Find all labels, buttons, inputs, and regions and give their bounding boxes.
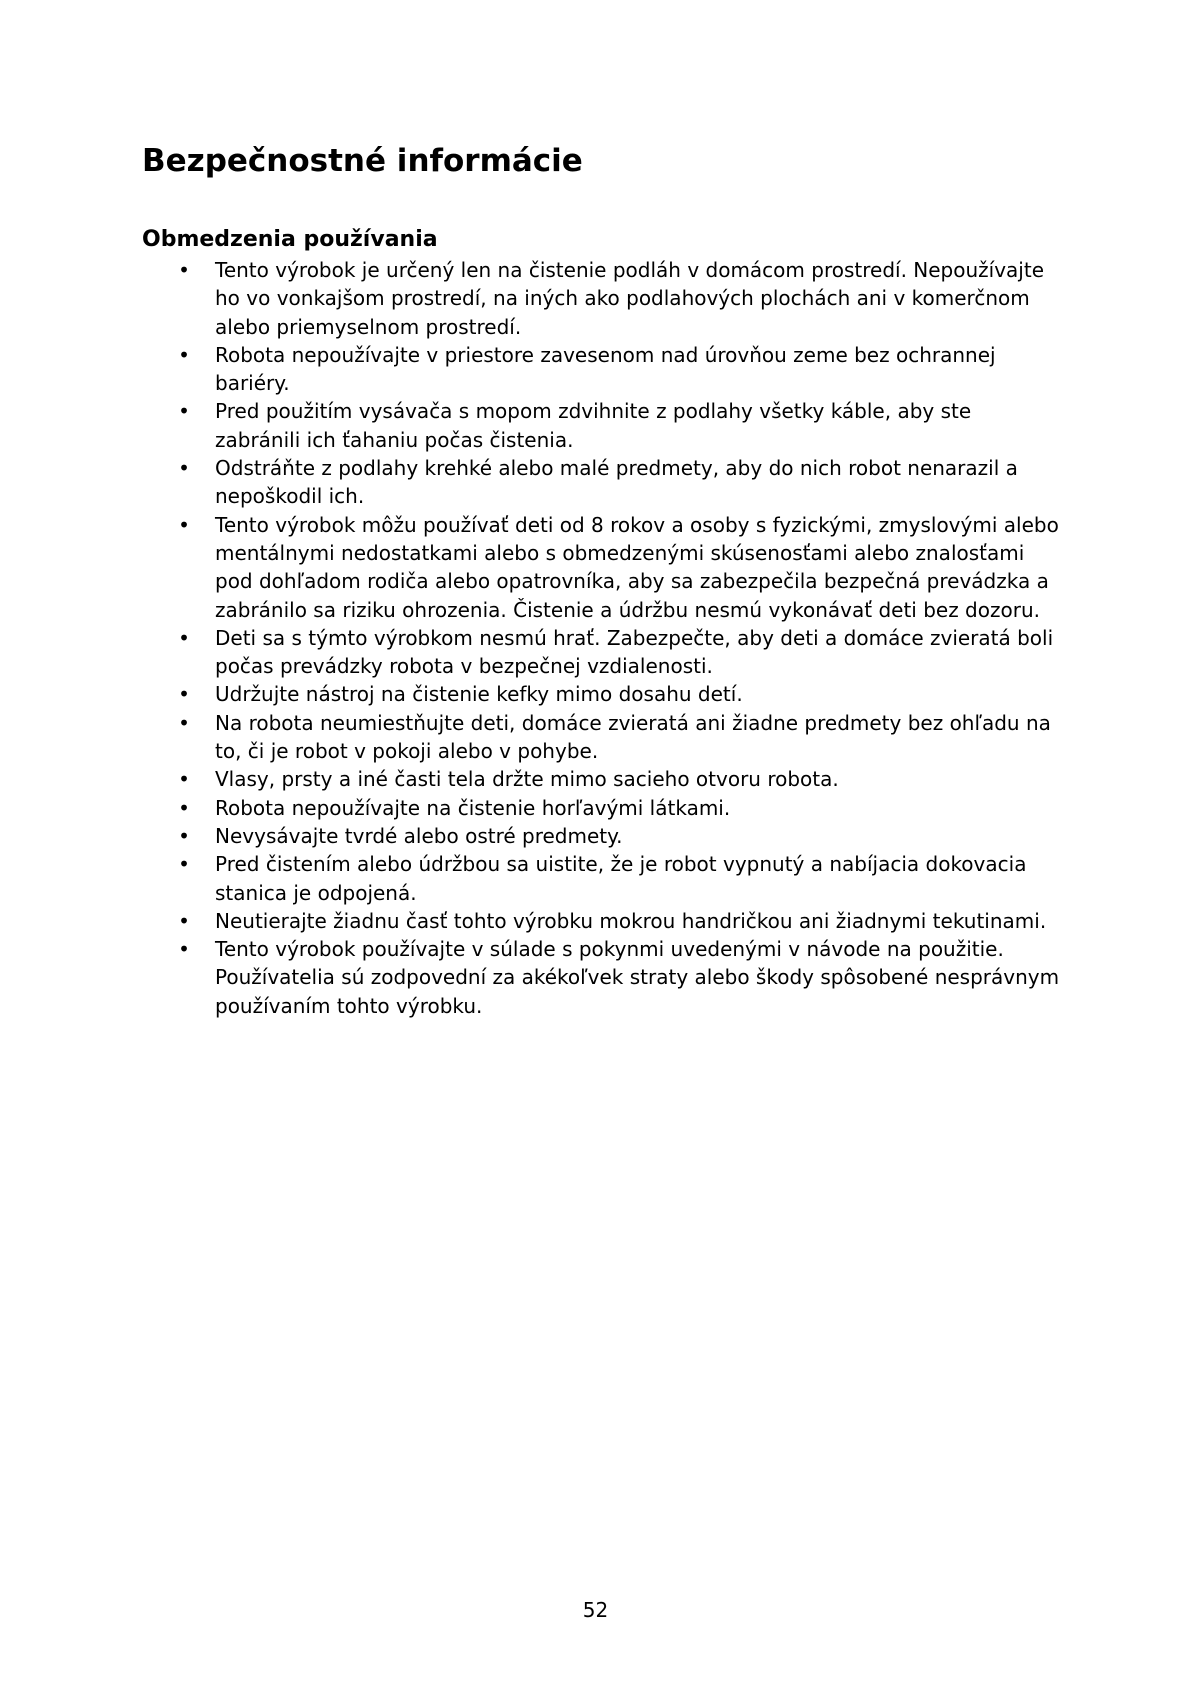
bullet-icon: • bbox=[178, 456, 190, 481]
list-item bbox=[142, 907, 1062, 935]
list-item bbox=[142, 341, 1062, 398]
list-item-text: Pred čistením alebo údržbou sa uistite, že je robot vypnutý a nabíjacia dokovacia stanica je odpojená. bbox=[215, 852, 1027, 905]
list-item bbox=[142, 256, 1062, 341]
page-number: 52 bbox=[582, 1598, 609, 1622]
list-item-text: Deti sa s týmto výrobkom nesmú hrať. Zabezpečte, aby deti a domáce zvieratá boli počas prevádzky robota v bezpečnej vzdialenosti. bbox=[215, 625, 1054, 679]
list-item-text: Robota nepoužívajte v priestore zavesenom nad úrovňou zeme bez ochrannej bariéry. bbox=[215, 342, 996, 396]
bullet-icon: • bbox=[178, 795, 190, 820]
list-item-text: Tento výrobok používajte v súlade s pokynmi uvedenými v návode na použitie. Používatelia sú zodpovední za akékoľvek straty alebo škody spôsobené nesprávnym používaním tohto výrobku. bbox=[215, 937, 1060, 1018]
list-item-text: Tento výrobok môžu používať deti od 8 rokov a osoby s fyzickými, zmyslovými alebo mentálnymi nedostatkami alebo s obmedzenými skúsenosťami alebo znalosťami pod dohľadom rodiča alebo opatrovníka, aby sa zabezpečila bezpečná prevádzka a zabránilo sa riziku ohrozenia. Čistenie a údržbu nesmú vykonávať deti bez dozoru. bbox=[215, 512, 1059, 622]
bullet-icon: • bbox=[178, 512, 190, 537]
list-item bbox=[142, 765, 1062, 793]
list-item bbox=[142, 822, 1062, 850]
list-item bbox=[142, 935, 1062, 1020]
bullet-icon: • bbox=[178, 258, 190, 282]
list-item bbox=[142, 454, 1062, 511]
bullet-icon: • bbox=[178, 937, 190, 962]
bullet-icon: • bbox=[178, 852, 190, 877]
list-item bbox=[142, 397, 1062, 454]
list-item-text: Robota nepoužívajte na čistenie horľavými látkami. bbox=[215, 795, 731, 820]
restrictions-list bbox=[142, 256, 1062, 1020]
list-item bbox=[142, 624, 1062, 681]
page-title: Bezpečnostné informácie bbox=[142, 143, 583, 179]
list-item bbox=[142, 709, 1062, 766]
list-item-text: Tento výrobok je určený len na čistenie podláh v domácom prostredí. Nepoužívajte ho vo vonkajšom prostredí, na iných ako podlahových plochách ani v komerčnom alebo priemyselnom prostredí. bbox=[215, 258, 1045, 339]
list-item bbox=[142, 680, 1062, 708]
section-heading: Obmedzenia používania bbox=[142, 227, 438, 252]
list-item bbox=[142, 794, 1062, 822]
bullet-icon: • bbox=[178, 625, 190, 650]
list-item-text: Vlasy, prsty a iné časti tela držte mimo sacieho otvoru robota. bbox=[215, 767, 839, 792]
list-item bbox=[142, 511, 1062, 624]
bullet-icon: • bbox=[178, 908, 190, 933]
bullet-icon: • bbox=[178, 342, 190, 367]
list-item-text: Udržujte nástroj na čistenie kefky mimo dosahu detí. bbox=[215, 682, 743, 707]
list-item-text: Nevysávajte tvrdé alebo ostré predmety. bbox=[215, 823, 623, 848]
list-item-text: Neutierajte žiadnu časť tohto výrobku mokrou handričkou ani žiadnymi tekutinami. bbox=[215, 908, 1047, 933]
bullet-icon: • bbox=[178, 767, 190, 792]
bullet-icon: • bbox=[178, 710, 190, 735]
list-item-text: Na robota neumiestňujte deti, domáce zvieratá ani žiadne predmety bez ohľadu na to, či je robot v pokoji alebo v pohybe. bbox=[215, 710, 1051, 764]
bullet-icon: • bbox=[178, 399, 190, 424]
bullet-icon: • bbox=[178, 682, 190, 707]
bullet-icon: • bbox=[178, 823, 190, 848]
list-item-text: Odstráňte z podlahy krehké alebo malé predmety, aby do nich robot nenarazil a nepoškodil ich. bbox=[215, 456, 1018, 509]
list-item-text: Pred použitím vysávača s mopom zdvihnite z podlahy všetky káble, aby ste zabránili ich ťahaniu počas čistenia. bbox=[215, 399, 972, 452]
list-item bbox=[142, 850, 1062, 907]
